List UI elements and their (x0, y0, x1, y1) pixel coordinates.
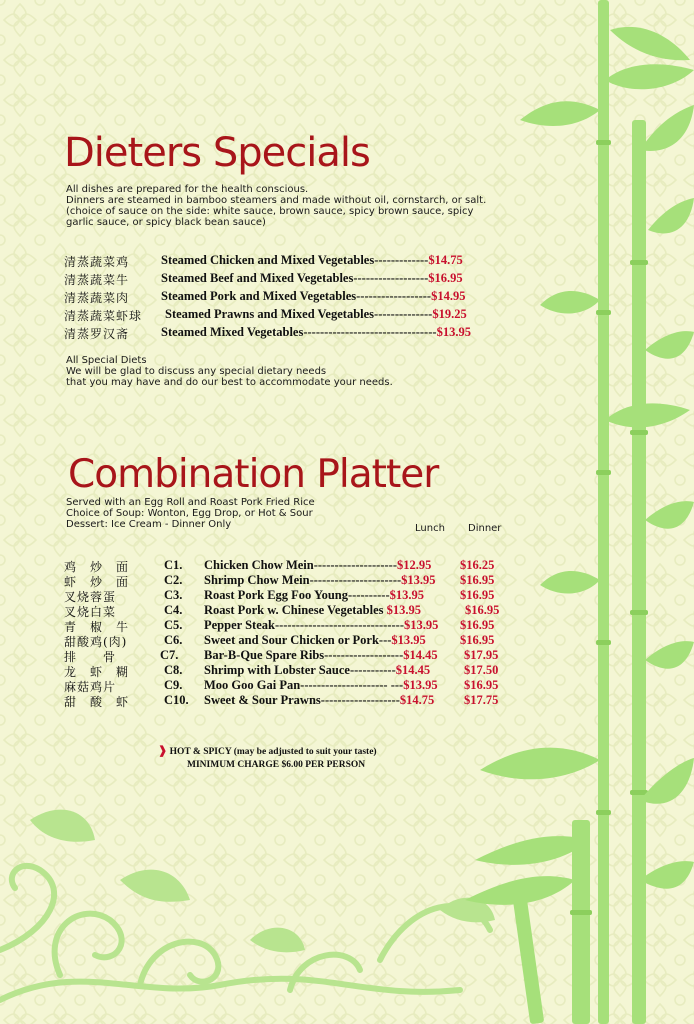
combo-item-code: C9. (164, 678, 183, 692)
dieter-item-line (165, 307, 467, 322)
combo-item-dinner-price: $17.50 (464, 663, 499, 677)
combo-item-lunch-price: $14.75 (399, 693, 435, 707)
dieter-item-price: $14.75 (428, 253, 463, 267)
combo-item-dinner-price: $16.95 (465, 603, 500, 617)
combo-item-lunch-price: $13.95 (391, 633, 426, 647)
spicy-note-text: HOT & SPICY (may be adjusted to suit your taste) (169, 747, 377, 757)
spicy-note (158, 745, 377, 772)
combo-item-name: Shrimp Chow Mein---------------------- (204, 573, 402, 587)
dieters-intro-line: garlic sauce, or spicy black bean sauce) (66, 217, 266, 228)
dieter-item-name: Steamed Beef and Mixed Vegetables------------------ (161, 271, 429, 285)
combo-item-line (204, 618, 438, 633)
combo-item-chinese: 麻菇鸡片 (64, 680, 117, 694)
dieters-intro-line: (choice of sauce on the side: white sauce, brown sauce, spicy brown sauce, spicy (66, 206, 474, 217)
combo-item-lunch-price: $12.95 (396, 558, 432, 572)
combo-item-code: C8. (164, 663, 183, 677)
combo-item-code: C7. (160, 648, 179, 662)
combo-item-code: C4. (164, 603, 183, 617)
combo-item-line (204, 633, 426, 648)
combo-item-lunch-price: $13.95 (403, 678, 438, 692)
combo-item-code: C3. (164, 588, 183, 602)
combination-intro-line: Dessert: Ice Cream - Dinner Only (66, 519, 232, 530)
combo-item-chinese: 叉烧白菜 (64, 605, 117, 619)
combo-item-chinese: 青 椒 牛 (64, 620, 130, 634)
combo-item-lunch-price: $14.45 (403, 648, 438, 662)
combination-platter-title: Combination Platter (68, 452, 439, 497)
combo-item-dinner-price: $17.95 (464, 648, 499, 662)
combo-item-code: C10. (164, 693, 189, 707)
combo-item-chinese: 排 骨 (64, 650, 117, 664)
dieter-item-chinese: 清蒸罗汉斋 (64, 327, 130, 341)
dieters-intro-line: Dinners are steamed in bamboo steamers and made without oil, cornstarch, or salt. (66, 195, 487, 206)
dieter-item-chinese: 清蒸蔬菜鸡 (64, 255, 130, 269)
dieters-note-line: We will be glad to discuss any special dietary needs (66, 366, 327, 377)
combo-item-chinese: 虾 炒 面 (64, 575, 130, 589)
combo-item-name: Roast Pork w. Chinese Vegetables (204, 603, 384, 617)
dieter-item-name: Steamed Pork and Mixed Vegetables------------------ (161, 289, 432, 303)
combo-item-name: Pepper Steak------------------------------- (204, 618, 404, 632)
combination-intro-line: Served with an Egg Roll and Roast Pork Fried Rice (66, 497, 315, 508)
combo-item-line (204, 693, 434, 708)
lunch-column-header: Lunch (415, 523, 445, 534)
combo-item-name: Shrimp with Lobster Sauce----------- (204, 663, 396, 677)
dieter-item-line (161, 271, 463, 286)
combo-item-name: Sweet & Sour Prawns------------------- (204, 693, 400, 707)
dieter-item-name: Steamed Mixed Vegetables-------------------------------- (161, 325, 437, 339)
combo-item-code: C1. (164, 558, 183, 572)
dinner-column-header: Dinner (468, 523, 502, 534)
combo-item-name: Sweet and Sour Chicken or Pork--- (204, 633, 392, 647)
combo-item-chinese: 甜 酸 虾 (64, 695, 130, 709)
combo-item-name: Roast Pork Egg Foo Young---------- (204, 588, 390, 602)
minimum-charge: MINIMUM CHARGE $6.00 PER PERSON (187, 760, 366, 770)
combo-item-lunch-price: $13.95 (404, 618, 439, 632)
combo-item-dinner-price: $16.95 (464, 678, 499, 692)
combo-item-dinner-price: $17.75 (464, 693, 499, 707)
combo-item-line (204, 558, 431, 573)
combo-item-name: Moo Goo Gai Pan--------------------- --- (204, 678, 404, 692)
combo-item-dinner-price: $16.25 (460, 558, 495, 572)
combo-item-code: C5. (164, 618, 183, 632)
combo-item-lunch-price: $13.95 (389, 588, 424, 602)
combo-item-code: C2. (164, 573, 183, 587)
combo-item-line (204, 588, 424, 603)
dieter-item-price: $19.25 (432, 307, 467, 321)
dieter-item-price: $14.95 (431, 289, 466, 303)
dieter-item-name: Steamed Prawns and Mixed Vegetables-------------- (165, 307, 433, 321)
combo-item-lunch-price: $13.95 (401, 573, 436, 587)
combo-item-name: Bar-B-Que Spare Ribs------------------- (204, 648, 404, 662)
dieter-item-price: $13.95 (436, 325, 471, 339)
combo-item-dinner-price: $16.95 (460, 618, 495, 632)
combo-item-chinese: 叉烧蓉蛋 (64, 590, 117, 604)
dieter-item-line (161, 325, 471, 340)
combo-item-line (204, 573, 436, 588)
combination-intro (66, 497, 315, 530)
combo-item-dinner-price: $16.95 (460, 573, 495, 587)
dieters-note-line: that you may have and do our best to accommodate your needs. (66, 377, 393, 388)
dieters-note-line: All Special Diets (66, 355, 147, 366)
chili-pepper-icon: ❱ (158, 745, 168, 757)
combo-item-line (204, 663, 430, 678)
combo-item-chinese: 鸡 炒 面 (64, 560, 130, 574)
dieter-item-price: $16.95 (428, 271, 463, 285)
dieter-item-chinese: 清蒸蔬菜虾球 (64, 309, 143, 323)
dieters-notes (66, 355, 393, 388)
combination-intro-line: Choice of Soup: Wonton, Egg Drop, or Hot & Sour (66, 508, 313, 519)
dieters-specials-title: Dieters Specials (64, 130, 370, 176)
dieter-item-chinese: 清蒸蔬菜肉 (64, 291, 130, 305)
combo-item-dinner-price: $16.95 (460, 588, 495, 602)
combo-item-line (204, 603, 421, 618)
dieter-item-chinese: 清蒸蔬菜牛 (64, 273, 130, 287)
combo-item-dinner-price: $16.95 (460, 633, 495, 647)
dieters-intro-line: All dishes are prepared for the health conscious. (66, 184, 309, 195)
combo-item-code: C6. (164, 633, 183, 647)
combo-item-chinese: 龙 虾 糊 (64, 665, 130, 679)
combo-item-lunch-price: $13.95 (386, 603, 422, 617)
combo-item-lunch-price: $14.45 (395, 663, 431, 677)
combo-item-chinese: 甜酸鸡(肉) (64, 635, 128, 649)
dieter-item-line (161, 253, 463, 268)
dieters-intro (66, 184, 526, 228)
combo-item-name: Chicken Chow Mein-------------------- (204, 558, 397, 572)
dieter-item-name: Steamed Chicken and Mixed Vegetables------------- (161, 253, 429, 267)
combo-item-line (204, 678, 438, 693)
dieter-item-line (161, 289, 465, 304)
combo-item-line (204, 648, 438, 663)
